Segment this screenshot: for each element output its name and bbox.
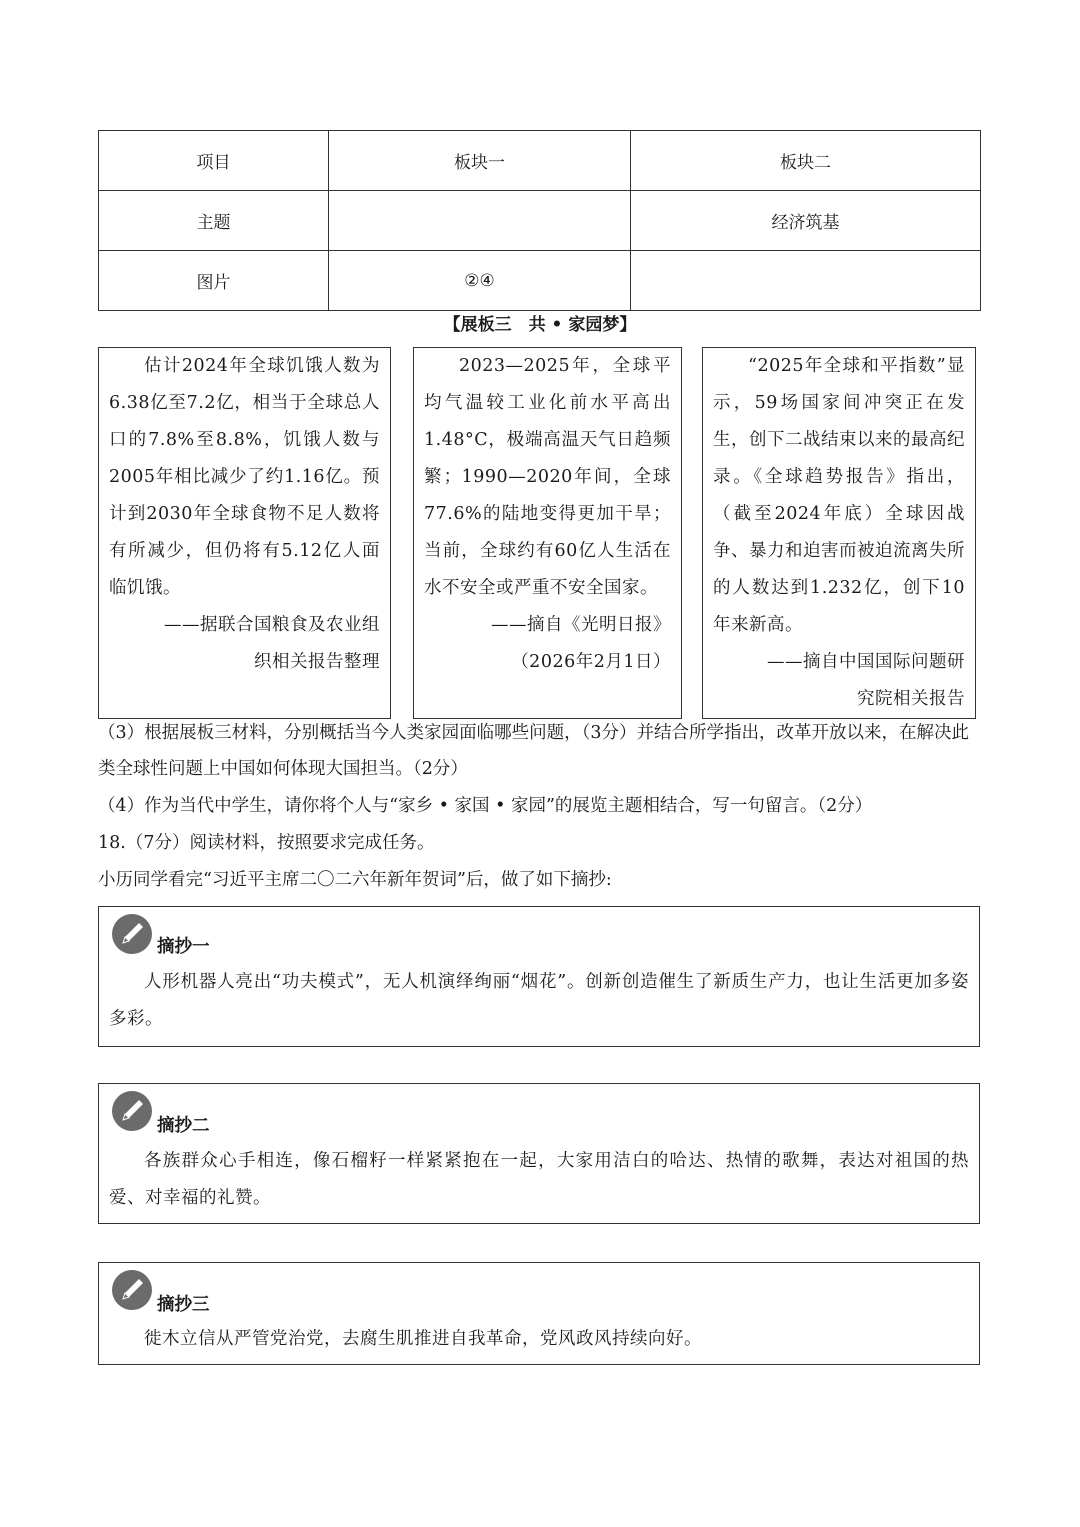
excerpt-title: 摘抄二 — [157, 1116, 210, 1136]
table-cell: 经济筑基 — [631, 191, 981, 251]
table-cell: 主题 — [99, 191, 329, 251]
material-box-1 — [98, 347, 391, 719]
pen-icon — [111, 913, 153, 955]
material-box-3 — [702, 347, 976, 719]
table-header-cell: 板块二 — [631, 131, 981, 191]
pen-icon — [111, 1269, 153, 1311]
excerpt-box-3 — [98, 1262, 980, 1365]
material-source: ——摘自《光明日报》 — [491, 615, 671, 635]
table-header-cell: 板块一 — [329, 131, 631, 191]
table-row — [99, 191, 981, 251]
material-text: 估计2024年全球饥饿人数为6.38亿至7.2亿，相当于全球总人口的7.8%至8.8%，饥饿人数与2005年相比减少了约1.16亿。预计到2030年全球食物不足人数将有所减少，但仍将有5.12亿人面临饥饿。 — [109, 356, 380, 598]
excerpt-title: 摘抄三 — [157, 1295, 210, 1315]
excerpt-body: 徙木立信从严管党治党，去腐生肌推进自我革命，党风政风持续向好。 — [144, 1329, 702, 1349]
table-row — [99, 251, 981, 311]
exhibit-banner: 【展板三 共 • 家园梦】 — [443, 315, 637, 335]
question-3: （3）根据展板三材料，分别概括当今人类家园面临哪些问题，（3分）并结合所学指出，改革开放以来，在解决此类全球性问题上中国如何体现大国担当。（2分） — [98, 723, 970, 779]
table-cell — [329, 191, 631, 251]
material-box-2 — [413, 347, 682, 719]
table-header-row — [99, 131, 981, 191]
table-cell — [631, 251, 981, 311]
excerpt-box-1 — [98, 906, 980, 1047]
table-cell: 图片 — [99, 251, 329, 311]
question-intro: 小历同学看完“习近平主席二〇二六年新年贺词”后，做了如下摘抄: — [98, 870, 612, 890]
question-18: 18.（7分）阅读材料，按照要求完成任务。 — [98, 833, 435, 853]
material-source: ——摘自中国国际问题研究院相关报告 — [767, 652, 965, 709]
excerpt-body: 人形机器人亮出“功夫模式”，无人机演绎绚丽“烟花”。创新创造催生了新质生产力，也让生活更加多姿多彩。 — [109, 972, 969, 1029]
info-table — [98, 130, 981, 311]
material-source-date: （2026年2月1日） — [511, 652, 671, 672]
question-4: （4）作为当代中学生，请你将个人与“家乡 • 家国 • 家园”的展览主题相结合，写一句留言。（2分） — [98, 796, 873, 816]
excerpt-body: 各族群众心手相连，像石榴籽一样紧紧抱在一起，大家用洁白的哈达、热情的歌舞，表达对祖国的热爱、对幸福的礼赞。 — [109, 1151, 969, 1208]
pen-icon — [111, 1090, 153, 1132]
table-header-cell: 项目 — [99, 131, 329, 191]
material-source: ——据联合国粮食及农业组织相关报告整理 — [164, 615, 380, 672]
material-text: 2023—2025年，全球平均气温较工业化前水平高出1.48°C，极端高温天气日趋频繁；1990—2020年间，全球77.6%的陆地变得更加干旱；当前，全球约有60亿人生活在水不安全或严重不安全国家。 — [424, 356, 671, 598]
excerpt-box-2 — [98, 1083, 980, 1224]
table-cell: ②④ — [329, 251, 631, 311]
excerpt-title: 摘抄一 — [157, 937, 210, 957]
material-text: “2025年全球和平指数”显示，59场国家间冲突正在发生，创下二战结束以来的最高纪录。《全球趋势报告》指出，（截至2024年底）全球因战争、暴力和迫害而被迫流离失所的人数达到1.232亿，创下10年来新高。 — [713, 356, 965, 635]
